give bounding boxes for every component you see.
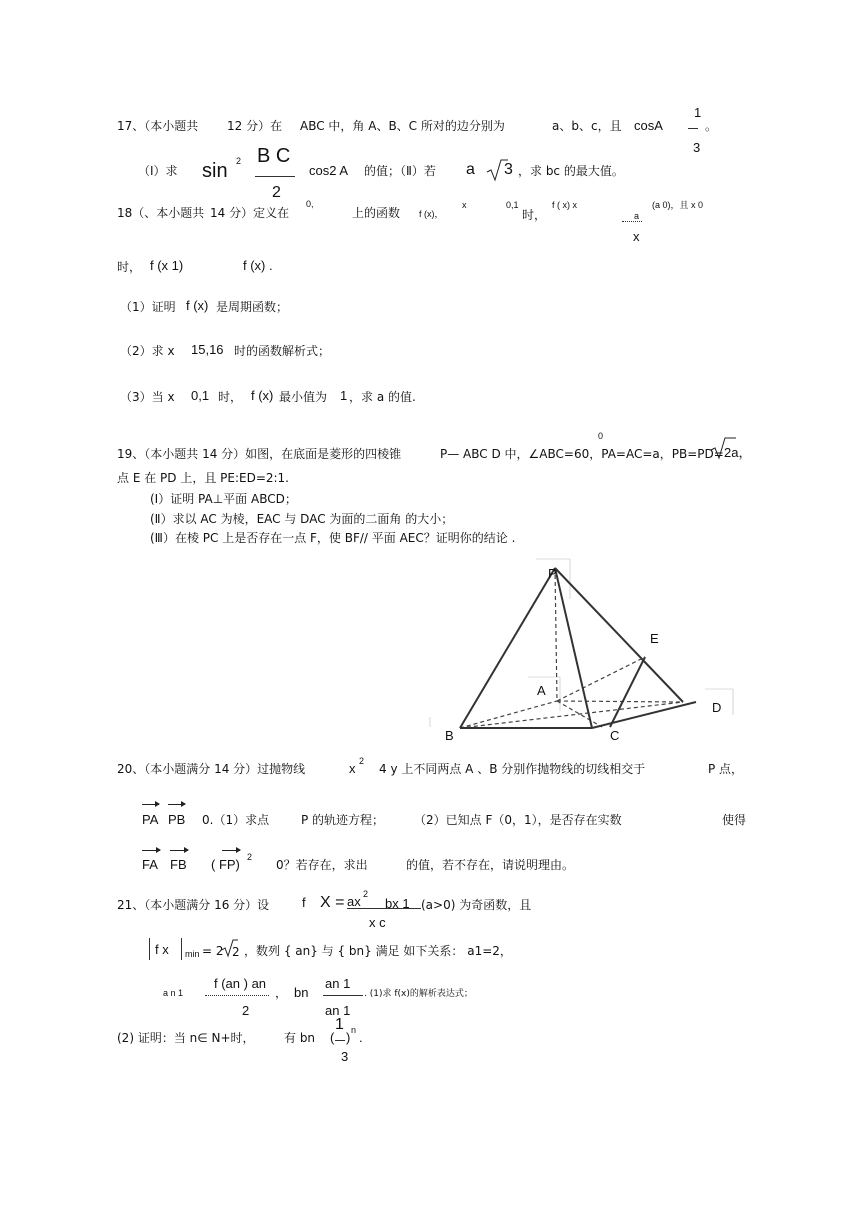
q21-x-eq: X = (320, 894, 345, 911)
label-b: B (445, 728, 454, 743)
q21-abs-left (149, 938, 150, 960)
vec-arrow-pb (168, 804, 185, 805)
q18-part3-interval: 0,1 (191, 388, 210, 403)
q21-comma: ， (275, 986, 288, 1000)
q21-bn-den: an 1 (325, 1003, 351, 1018)
q17-a-var: a (466, 161, 475, 178)
edge-cd (592, 702, 696, 728)
q21-part1: . (1)求 f(x)的解析表达式； (364, 989, 473, 999)
q21-abs-right (181, 938, 182, 960)
q17-bc-den: 2 (272, 184, 281, 201)
q18-a: a (634, 211, 640, 221)
q18-x-den: x (633, 229, 640, 244)
q17-bc-num: B C (257, 145, 291, 167)
q18-part2-text: 时的函数解析式； (234, 344, 331, 358)
q18-part2-label: （2）求 x (120, 344, 175, 358)
q19-conditions: P— ABC D 中，∠ABC=60，PA=AC=a，PB=PD= (440, 447, 724, 461)
q18-part3-end: ，求 a 的值. (349, 390, 416, 404)
edge-ad (557, 701, 683, 702)
q18-part3-fx: f (x) (251, 388, 274, 403)
q17-bc-bar (255, 176, 295, 177)
q18-l2-when: 时， (117, 260, 142, 274)
q18-func-text: 上的函数 (352, 206, 401, 220)
q20-part2: （2）已知点 F（0，1），是否存在实数 (414, 813, 622, 827)
q21-end-dot: . (359, 1030, 363, 1045)
q20-part1: 0.（1）求点 (202, 813, 270, 827)
q21-frac-bar (347, 908, 421, 909)
q21-part2: (2) 证明：当 n∈ N+时， (117, 1031, 255, 1045)
edge-pa (555, 568, 557, 701)
q21-bn: bn (294, 985, 309, 1000)
q17-end-mark: 。 (705, 119, 718, 133)
q17-triangle-text: ABC 中，角 A、B、C 所对的边分别为 (300, 119, 505, 133)
q20-vec-fp: ( FP) (211, 857, 240, 872)
q21-condition: (a>0) 为奇函数，且 (421, 898, 532, 912)
q19-point-e: 点 E 在 PD 上，且 PE:ED=2:1. (117, 471, 289, 485)
q19-sqrt-value: 2a， (724, 445, 752, 460)
q21-min-eq: = 2 (202, 944, 224, 958)
q21-den: x c (369, 915, 386, 930)
q21-num: ax (347, 894, 361, 909)
q20-point-p: P 点， (708, 762, 744, 776)
q21-abs-fx: f x (155, 942, 169, 957)
q18-fx-eq: f ( x) x (552, 200, 577, 210)
q18-part3-one: 1 (340, 388, 348, 403)
edge-pb (460, 568, 555, 728)
q18-points: 14 分）定义在 (210, 206, 290, 220)
q17-sin: sin (202, 160, 228, 182)
segment-ae (557, 657, 645, 701)
q21-f: f (302, 895, 306, 910)
diagonal-bd (460, 702, 683, 728)
q21-bn-bar (323, 995, 363, 996)
edge-pd (555, 568, 683, 702)
q20-part2-question: 0？若存在，求出 (276, 858, 368, 872)
vec-arrow-fp (222, 850, 240, 851)
q19-intro: 19、（本小题共 14 分）如图，在底面是菱形的四棱锥 (117, 447, 402, 461)
q18-part3-label: （3）当 x (120, 390, 175, 404)
q20-x: x (349, 761, 356, 776)
q18-fx1: f (x 1) (150, 258, 184, 273)
q17-sides-text: a、b、c，且 (552, 119, 622, 133)
q21-num-sup: 2 (363, 889, 369, 899)
vec-arrow-fb (170, 850, 188, 851)
label-e: E (650, 631, 659, 646)
q18-fx2: f (x) . (243, 258, 273, 273)
q18-part1-label: （1）证明 (120, 300, 176, 314)
q17-frac-den: 3 (693, 140, 701, 155)
q17-number: 17、（本小题共 (117, 119, 199, 133)
q18-part1-fx: f (x) (186, 298, 209, 313)
q17-cosA: cosA (634, 118, 663, 133)
q17-part2-end: ，求 bc 的最大值。 (518, 164, 624, 178)
q20-part1-text: P 的轨迹方程； (301, 813, 385, 827)
q20-vec-pa: PA (142, 812, 159, 827)
q21-intro: 21、（本小题满分 16 分）设 (117, 898, 270, 912)
q17-sin-square: 2 (236, 156, 242, 166)
q18-part3-when: 时， (218, 390, 243, 404)
q20-vec-pb: PB (168, 812, 186, 827)
q21-power-bar (335, 1040, 345, 1041)
q18-part1-text: 是周期函数； (216, 300, 289, 314)
q17-part1-label: （Ⅰ）求 (138, 164, 178, 178)
q20-parabola-text: 4 y 上不同两点 A 、B 分别作抛物线的切线相交于 (379, 762, 646, 776)
q17-frac-bar (688, 128, 698, 129)
q20-part2-end: 使得 (722, 813, 747, 827)
q17-cos2A: cos2 A (309, 163, 349, 178)
q18-number: 18（、本小题共 (117, 206, 205, 220)
q20-vec-fb: FB (170, 857, 187, 872)
q21-rec-num: f (an ) an (214, 976, 267, 991)
q20-x-sup: 2 (359, 756, 365, 766)
q18-condition: (a 0)，且 x 0 (652, 200, 704, 210)
q17-part2-text: 的值；（Ⅱ）若 (364, 164, 436, 178)
q21-power-num: 1 (335, 1016, 344, 1033)
q17-points: 12 分）在 (227, 119, 283, 133)
q20-part2-end2: 的值，若不存在，请说明理由。 (406, 858, 575, 872)
q17-sqrt-value: 3 (504, 161, 513, 178)
q21-min: min (185, 949, 200, 959)
label-c: C (610, 728, 620, 743)
q21-rec-den: 2 (242, 1003, 250, 1018)
q21-num-b: bx 1 (385, 896, 410, 911)
q19-degree: 0 (598, 431, 604, 441)
q18-fx: f (x)， (419, 209, 444, 219)
q18-frac-bar (622, 221, 642, 222)
q21-bn-num: an 1 (325, 976, 351, 991)
q18-x: x (462, 200, 467, 210)
q18-domain: 0, (306, 199, 314, 209)
q21-close-paren: ) (346, 1030, 351, 1045)
q18-part2-interval: 15,16 (191, 342, 224, 357)
q18-when: 时， (522, 208, 547, 222)
q19-part1: (Ⅰ）证明 PA⊥平面 ABCD； (150, 492, 297, 506)
q21-sqrt-value: 2 (232, 945, 240, 959)
q20-fp-sup: 2 (247, 852, 253, 862)
q19-part3: (Ⅲ）在棱 PC 上是否存在一点 F，使 BF// 平面 AEC？证明你的结论 . (150, 531, 516, 545)
vec-arrow-fa (142, 850, 160, 851)
edge-pc (555, 568, 592, 728)
q21-power-sup: n (351, 1025, 357, 1035)
q20-vec-fa: FA (142, 857, 158, 872)
q21-open-paren: ( (330, 1030, 335, 1045)
pyramid-figure (420, 555, 750, 750)
q21-sequence-text: ，数列 { an} 与 { bn} 满足 如下关系： a1=2， (244, 944, 512, 958)
q21-rec-bar (205, 995, 269, 996)
q21-a-n1: a n 1 (163, 988, 184, 998)
label-p: P (548, 566, 557, 581)
q18-part3-min: 最小值为 (279, 390, 328, 404)
q17-frac-num: 1 (694, 105, 702, 120)
label-d: D (712, 700, 722, 715)
label-a: A (537, 683, 546, 698)
vec-arrow-pa (142, 804, 159, 805)
q21-power-den: 3 (341, 1049, 349, 1064)
q20-intro: 20、（本小题满分 14 分）过抛物线 (117, 762, 306, 776)
q19-part2: (Ⅱ）求以 AC 为棱，EAC 与 DAC 为面的二面角 的大小； (150, 512, 454, 526)
q18-interval: 0,1 (506, 200, 519, 210)
q21-part2-bn: 有 bn (284, 1031, 316, 1045)
